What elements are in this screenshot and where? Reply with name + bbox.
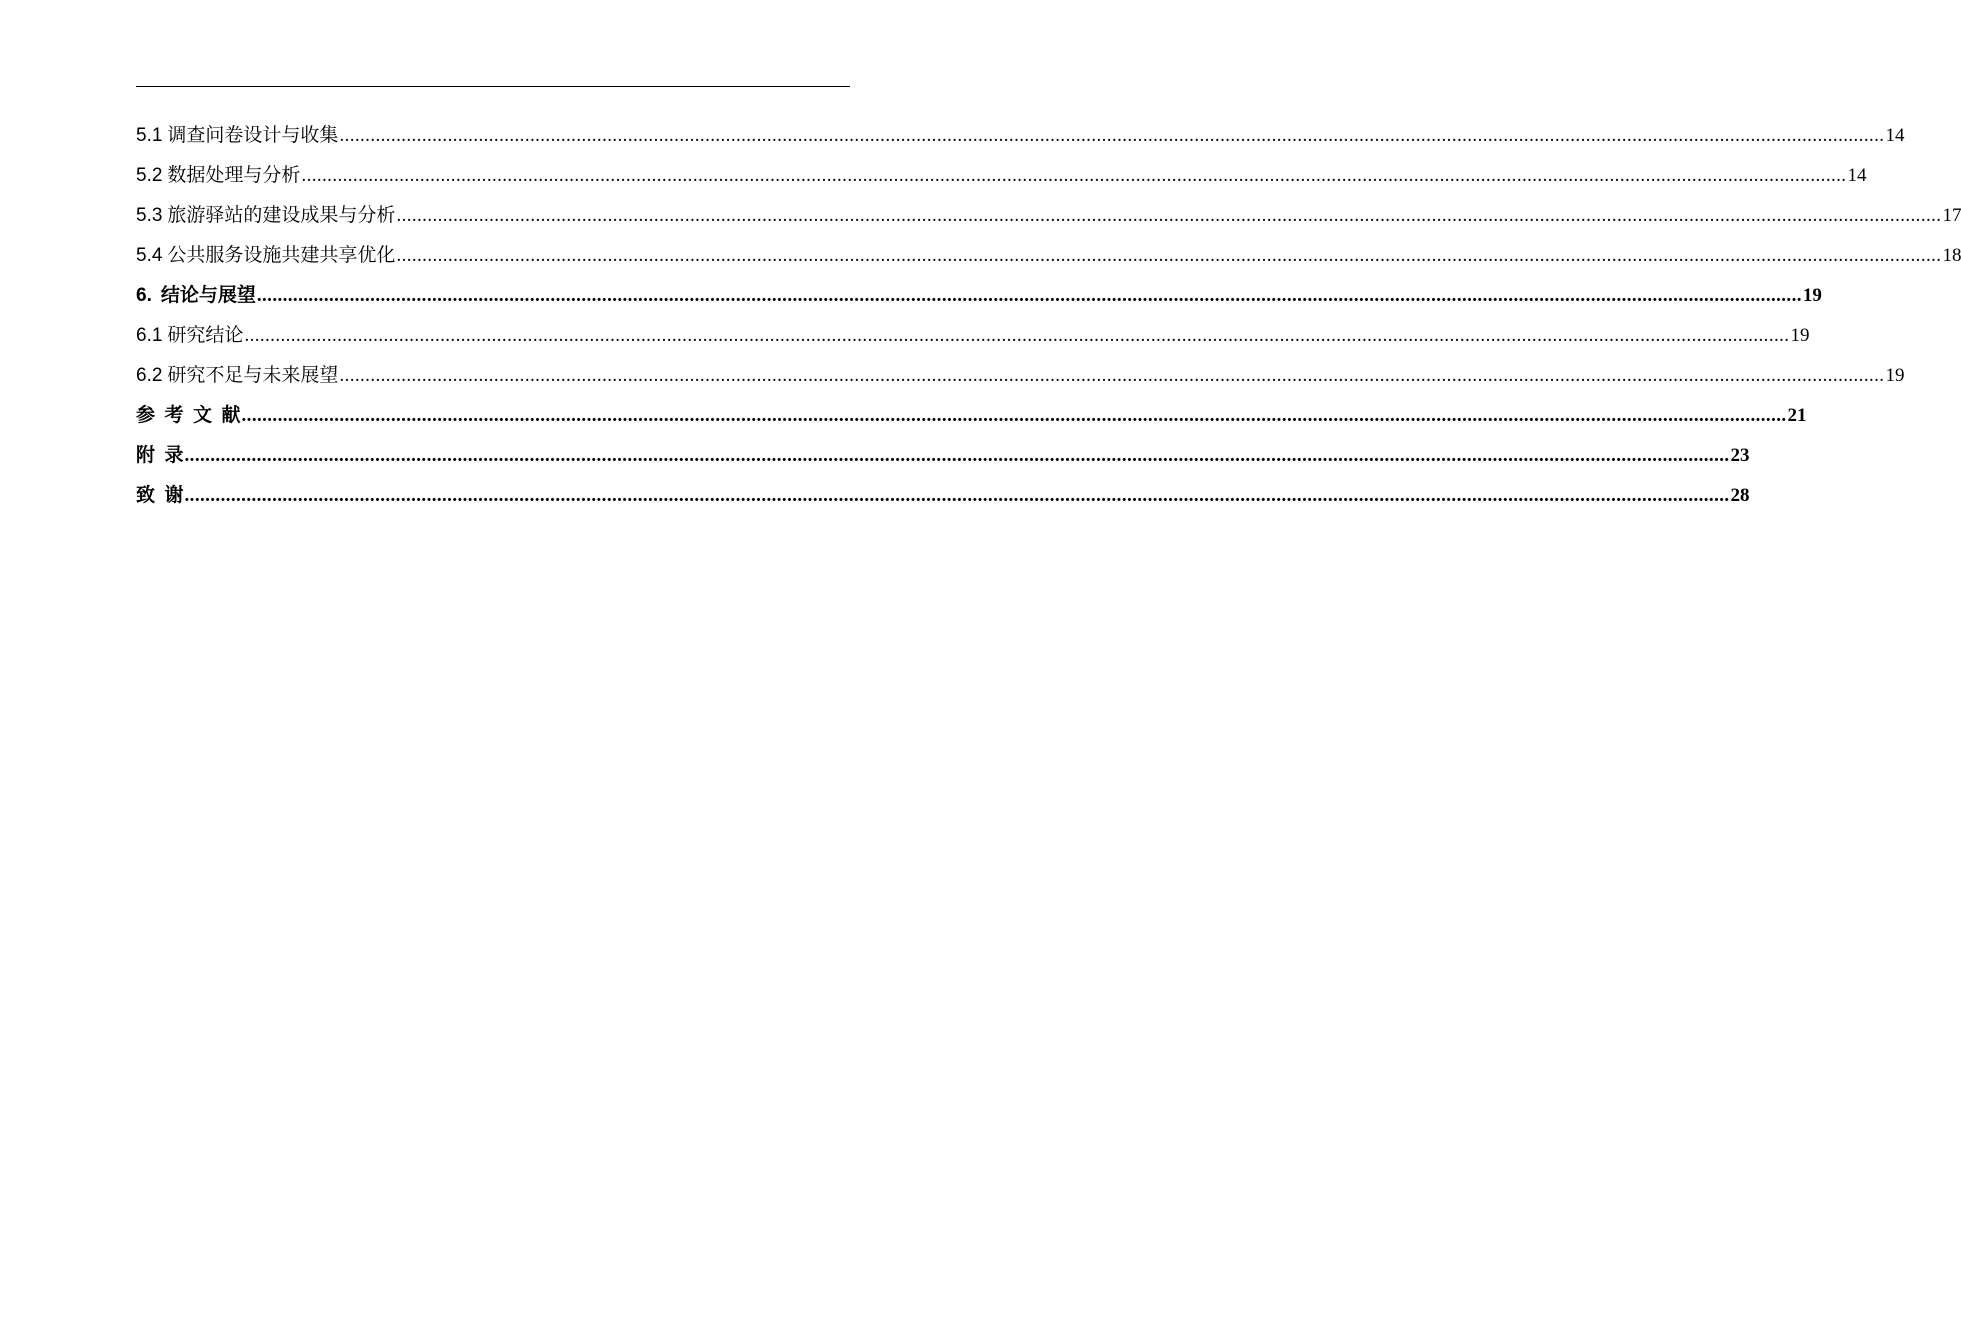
toc-entry-number: 6.2 [136,365,163,386]
toc-entry-title: 旅游驿站的建设成果与分析 [167,204,396,226]
toc-entry-title: 致谢 [136,484,194,506]
toc-entry[interactable] [136,315,1810,355]
toc-entry-title: 数据处理与分析 [167,164,301,186]
toc-entry-references[interactable] [136,395,1807,435]
toc-entry-title: 研究结论 [167,324,244,346]
toc-entry-number: 6.1 [136,325,163,346]
toc-entry-page: 28 [1730,485,1750,506]
header-rule [136,86,850,87]
toc-entry-page: 19 [1885,365,1905,386]
toc-entry-acknowledgements[interactable] [136,475,1750,515]
toc-leader-dots: ............................................................................................................................................................................................................................................................................................................ [301,165,1847,186]
toc-entry-title: 附录 [136,444,194,466]
toc-entry-title: 结论与展望 [160,284,256,306]
toc-entry-number: 5.2 [136,165,163,186]
toc-entry-title: 研究不足与未来展望 [167,364,339,386]
toc-entry[interactable] [136,155,1867,195]
toc-entry-page: 19 [1790,325,1810,346]
toc-entry-number: 5.3 [136,205,163,226]
toc-entry-page: 14 [1885,125,1905,146]
table-of-contents [136,115,1961,515]
toc-leader-dots: ............................................................................................................................................................................................................................................................................................................ [396,205,1942,226]
toc-entry-page: 23 [1730,445,1750,466]
toc-leader-dots: ............................................................................................................................................................................................................................................................................................................ [339,125,1885,146]
toc-leader-dots: ............................................................................................................................................................................................................................................................................................................ [184,445,1730,466]
toc-leader-dots: ............................................................................................................................................................................................................................................................................................................ [244,325,1790,346]
toc-leader-dots: ............................................................................................................................................................................................................................................................................................................ [184,485,1730,506]
toc-leader-dots: ............................................................................................................................................................................................................................................................................................................ [339,365,1885,386]
toc-entry-page: 18 [1942,245,1961,266]
toc-entry-page: 17 [1942,205,1961,226]
toc-entry[interactable] [136,355,1905,395]
toc-entry-page: 21 [1787,405,1807,426]
toc-entry-page: 14 [1847,165,1867,186]
toc-entry-page: 19 [1802,285,1822,306]
toc-entry-title: 调查问卷设计与收集 [167,124,339,146]
toc-entry-title: 公共服务设施共建共享优化 [167,244,396,266]
toc-entry-number: 5.1 [136,125,163,146]
toc-entry[interactable] [136,235,1961,275]
toc-entry[interactable] [136,195,1961,235]
toc-leader-dots: ............................................................................................................................................................................................................................................................................................................ [396,245,1942,266]
toc-leader-dots: ............................................................................................................................................................................................................................................................................................................ [256,285,1802,306]
toc-leader-dots: ............................................................................................................................................................................................................................................................................................................ [241,405,1787,426]
toc-entry-chapter[interactable] [136,275,1822,315]
toc-entry-number: 6. [136,285,152,306]
toc-entry[interactable] [136,115,1905,155]
toc-entry-number: 5.4 [136,245,163,266]
toc-entry-appendix[interactable] [136,435,1750,475]
toc-entry-title: 参考文献 [136,404,251,426]
